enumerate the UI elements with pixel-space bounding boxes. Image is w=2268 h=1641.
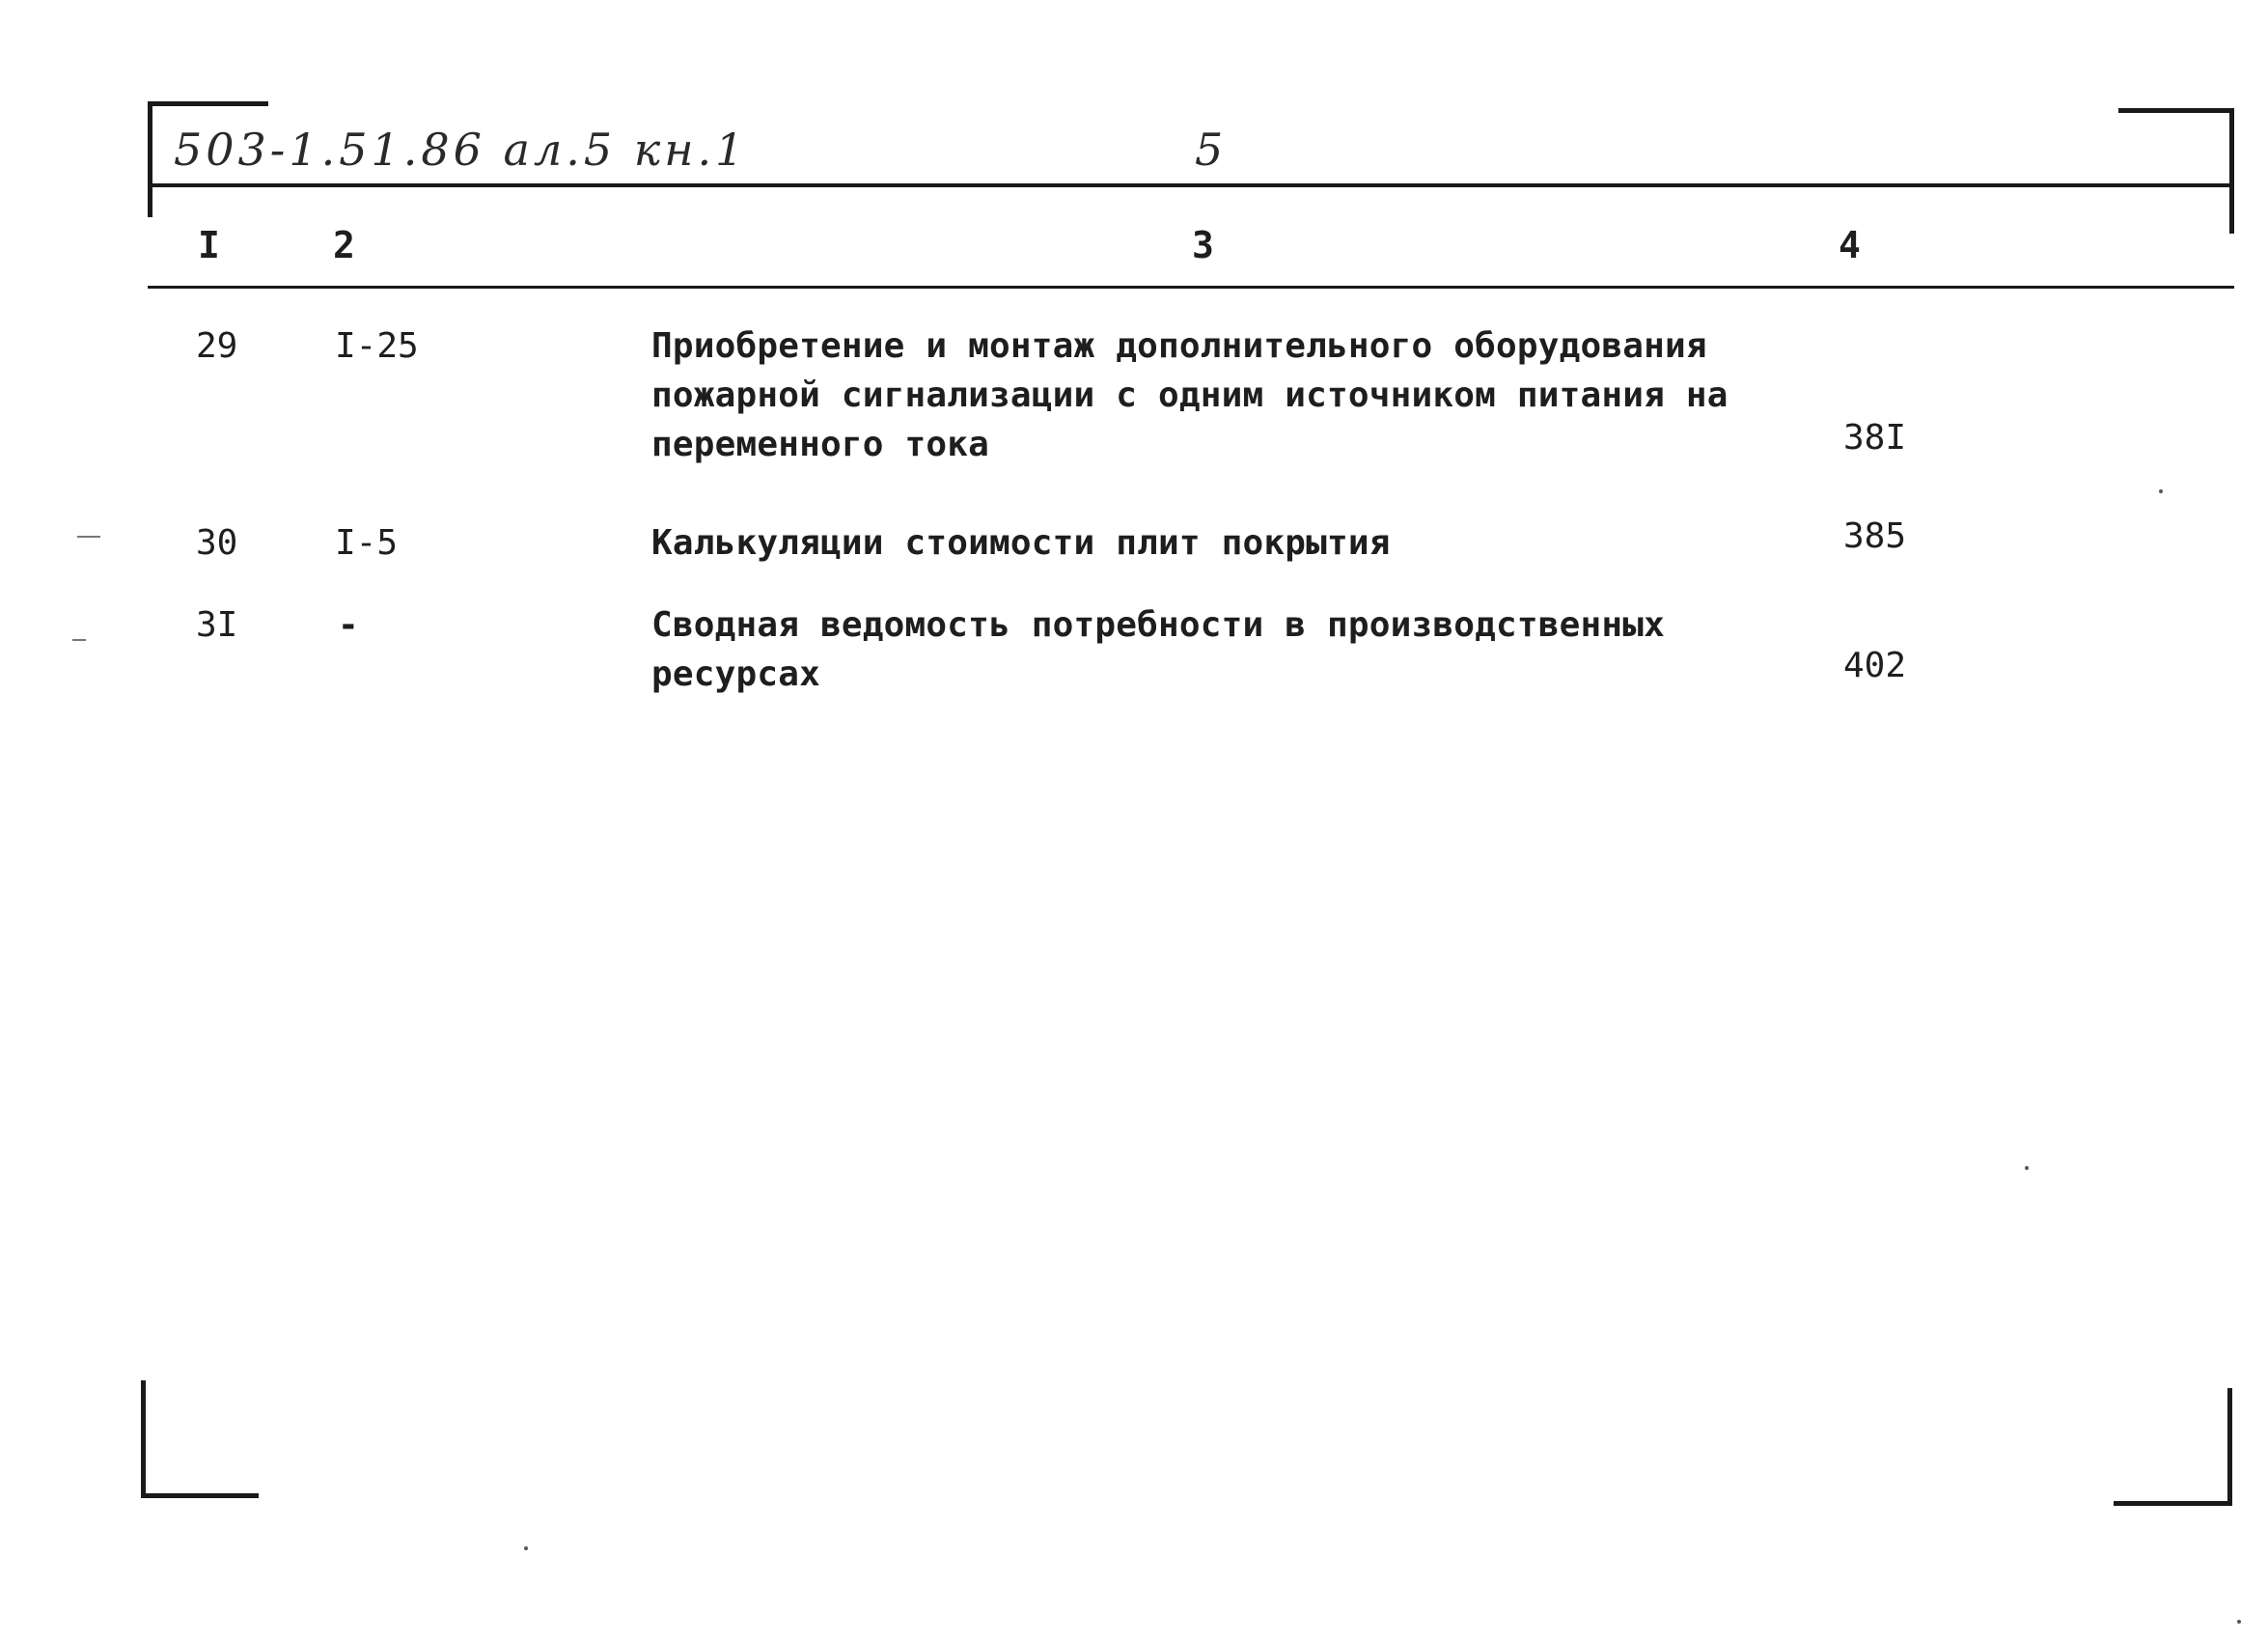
frame-corner-bottom-left-v xyxy=(141,1380,146,1498)
row-reference: I-5 xyxy=(335,523,399,563)
row-description xyxy=(651,600,1665,699)
margin-mark xyxy=(72,639,86,641)
description-line: ресурсах xyxy=(651,654,820,694)
document-code: 503-1.51.86 ал.5 кн.1 xyxy=(174,124,748,176)
scan-speck xyxy=(2237,1620,2241,1624)
frame-corner-top-left-v xyxy=(148,101,152,217)
frame-corner-bottom-right-h xyxy=(2114,1501,2232,1506)
frame-corner-top-left-h xyxy=(148,101,268,106)
row-number: 3I xyxy=(196,605,238,645)
description-line: переменного тока xyxy=(651,425,989,464)
scan-speck xyxy=(524,1546,528,1550)
row-page: 385 xyxy=(1843,516,1907,556)
row-page: 402 xyxy=(1843,646,1907,685)
column-head-1: I xyxy=(198,224,220,266)
column-head-2: 2 xyxy=(333,224,355,266)
frame-corner-bottom-right-v xyxy=(2227,1388,2232,1506)
row-description xyxy=(651,518,1391,568)
margin-mark xyxy=(77,536,100,538)
scan-speck xyxy=(2159,489,2163,493)
row-reference: I-25 xyxy=(335,326,419,366)
row-number: 29 xyxy=(196,326,238,366)
frame-corner-top-right-h xyxy=(2118,108,2234,113)
row-reference: - xyxy=(338,605,359,645)
description-line: пожарной сигнализации с одним источником питания на xyxy=(651,375,1729,415)
column-head-3: 3 xyxy=(1192,224,1214,266)
frame-corner-bottom-left-h xyxy=(141,1493,259,1498)
column-head-4: 4 xyxy=(1839,224,1861,266)
page-number: 5 xyxy=(1195,124,1224,176)
row-description xyxy=(651,321,1729,469)
description-line: Сводная ведомость потребности в производственных xyxy=(651,605,1665,645)
description-line: Калькуляции стоимости плит покрытия xyxy=(651,523,1391,563)
column-head-rule xyxy=(148,286,2234,289)
header-rule xyxy=(148,183,2234,187)
description-line: Приобретение и монтаж дополнительного оборудования xyxy=(651,326,1707,366)
row-page: 38I xyxy=(1843,418,1907,458)
frame-corner-top-right-v xyxy=(2229,108,2234,234)
scan-speck xyxy=(2025,1166,2029,1170)
row-number: 30 xyxy=(196,523,238,563)
